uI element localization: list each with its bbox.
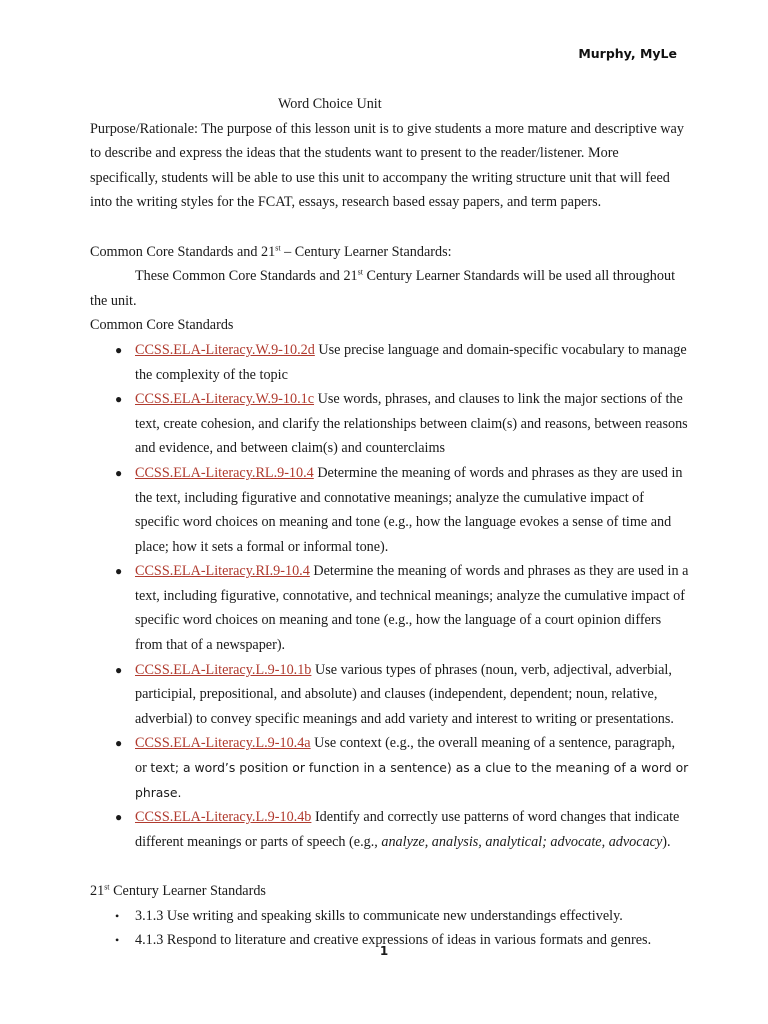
document-title: Word Choice Unit [278,96,382,112]
bullet-icon: ● [115,465,123,480]
bullet-icon: ● [115,564,123,579]
bullet-icon: • [115,908,120,923]
purpose-paragraph: Purpose/Rationale: The purpose of this lesson unit is to give students a more mature and descriptive way to describe and express the ideas that the students want to present to the reader/listener. More specifically, students will be able to use this unit to accompany the writing structure unit that will feed into the writing styles for the FCAT, essays, research based essay papers, and term papers. [90,120,684,211]
bullet-icon: ● [115,662,123,677]
standard-link[interactable]: CCSS.ELA-Literacy.L.9-10.1b [135,661,312,678]
standard-link[interactable]: CCSS.ELA-Literacy.RI.9-10.4 [135,563,310,580]
standard-link[interactable]: CCSS.ELA-Literacy.L.9-10.4b [135,809,312,826]
document-body [90,92,690,953]
standard-link[interactable]: CCSS.ELA-Literacy.W.9-10.1c [135,391,315,408]
author-name: Murphy, MyLe [578,46,677,61]
bullet-icon: ● [115,736,123,751]
bullet-icon: ● [115,392,123,407]
spacer [90,215,690,240]
list-item: ● CCSS.ELA-Literacy.W.9-10.2d Use precise language and domain-specific vocabulary to manage the complexity of the topic [90,338,690,387]
spacer [90,854,690,879]
list-item: • 3.1.3 Use writing and speaking skills to communicate new understandings effectively. [90,904,690,929]
common-core-list [90,338,690,854]
list-item: ● CCSS.ELA-Literacy.L.9-10.4b Identify and correctly use patterns of word changes that indicate different meanings or parts of speech (e.g., analyze, analysis, analytical; advocate, advocacy). [90,805,690,854]
standards-intro: These Common Core Standards and 21st Century Learner Standards will be used all throughout the unit. [90,267,676,309]
standard-link[interactable]: CCSS.ELA-Literacy.RL.9-10.4 [135,464,314,481]
page-number: 1 [379,944,389,958]
standards-heading: Common Core Standards and 21st – Century Learner Standards: [90,242,452,260]
standard-link[interactable]: CCSS.ELA-Literacy.L.9-10.4a [135,735,311,752]
list-item: ● CCSS.ELA-Literacy.L.9-10.1b Use various types of phrases (noun, verb, adjectival, adverbial, participial, prepositional, and absolute) and clauses (independent, dependent; noun, relative, adverbial) to convey specific meanings and add variety and interest to writing or presentations. [90,658,690,732]
bullet-icon: ● [115,342,123,357]
list-item: ● CCSS.ELA-Literacy.L.9-10.4a Use context (e.g., the overall meaning of a sentence, paragraph, or text; a word’s position or function in a sentence) as a clue to the meaning of a word or phrase. [90,731,690,805]
list-item: • 4.1.3 Respond to literature and creative expressions of ideas in various formats and genres. [90,928,690,953]
list-item: ● CCSS.ELA-Literacy.RI.9-10.4 Determine the meaning of words and phrases as they are used in a text, including figurative, connotative, and technical meanings; analyze the cumulative impact of specific word choices on meaning and tone (e.g., how the language of a court opinion differs from that of a newspaper). [90,559,690,657]
bullet-icon: • [115,933,120,948]
standard-link[interactable]: CCSS.ELA-Literacy.W.9-10.2d [135,341,315,358]
century-heading: 21st Century Learner Standards [90,882,266,899]
common-core-heading: Common Core Standards [90,317,234,334]
list-item: ● CCSS.ELA-Literacy.W.9-10.1c Use words, phrases, and clauses to link the major sections of the text, create cohesion, and clarify the relationships between claim(s) and reasons, between reasons and evidence, and between claim(s) and counterclaims [90,387,690,461]
bullet-icon: ● [115,810,123,825]
list-item: ● CCSS.ELA-Literacy.RL.9-10.4 Determine the meaning of words and phrases as they are used in the text, including figurative and connotative meanings; analyze the cumulative impact of specific word choices on meaning and tone (e.g., how the language evokes a sense of time and place; how it sets a formal or informal tone). [90,461,690,559]
